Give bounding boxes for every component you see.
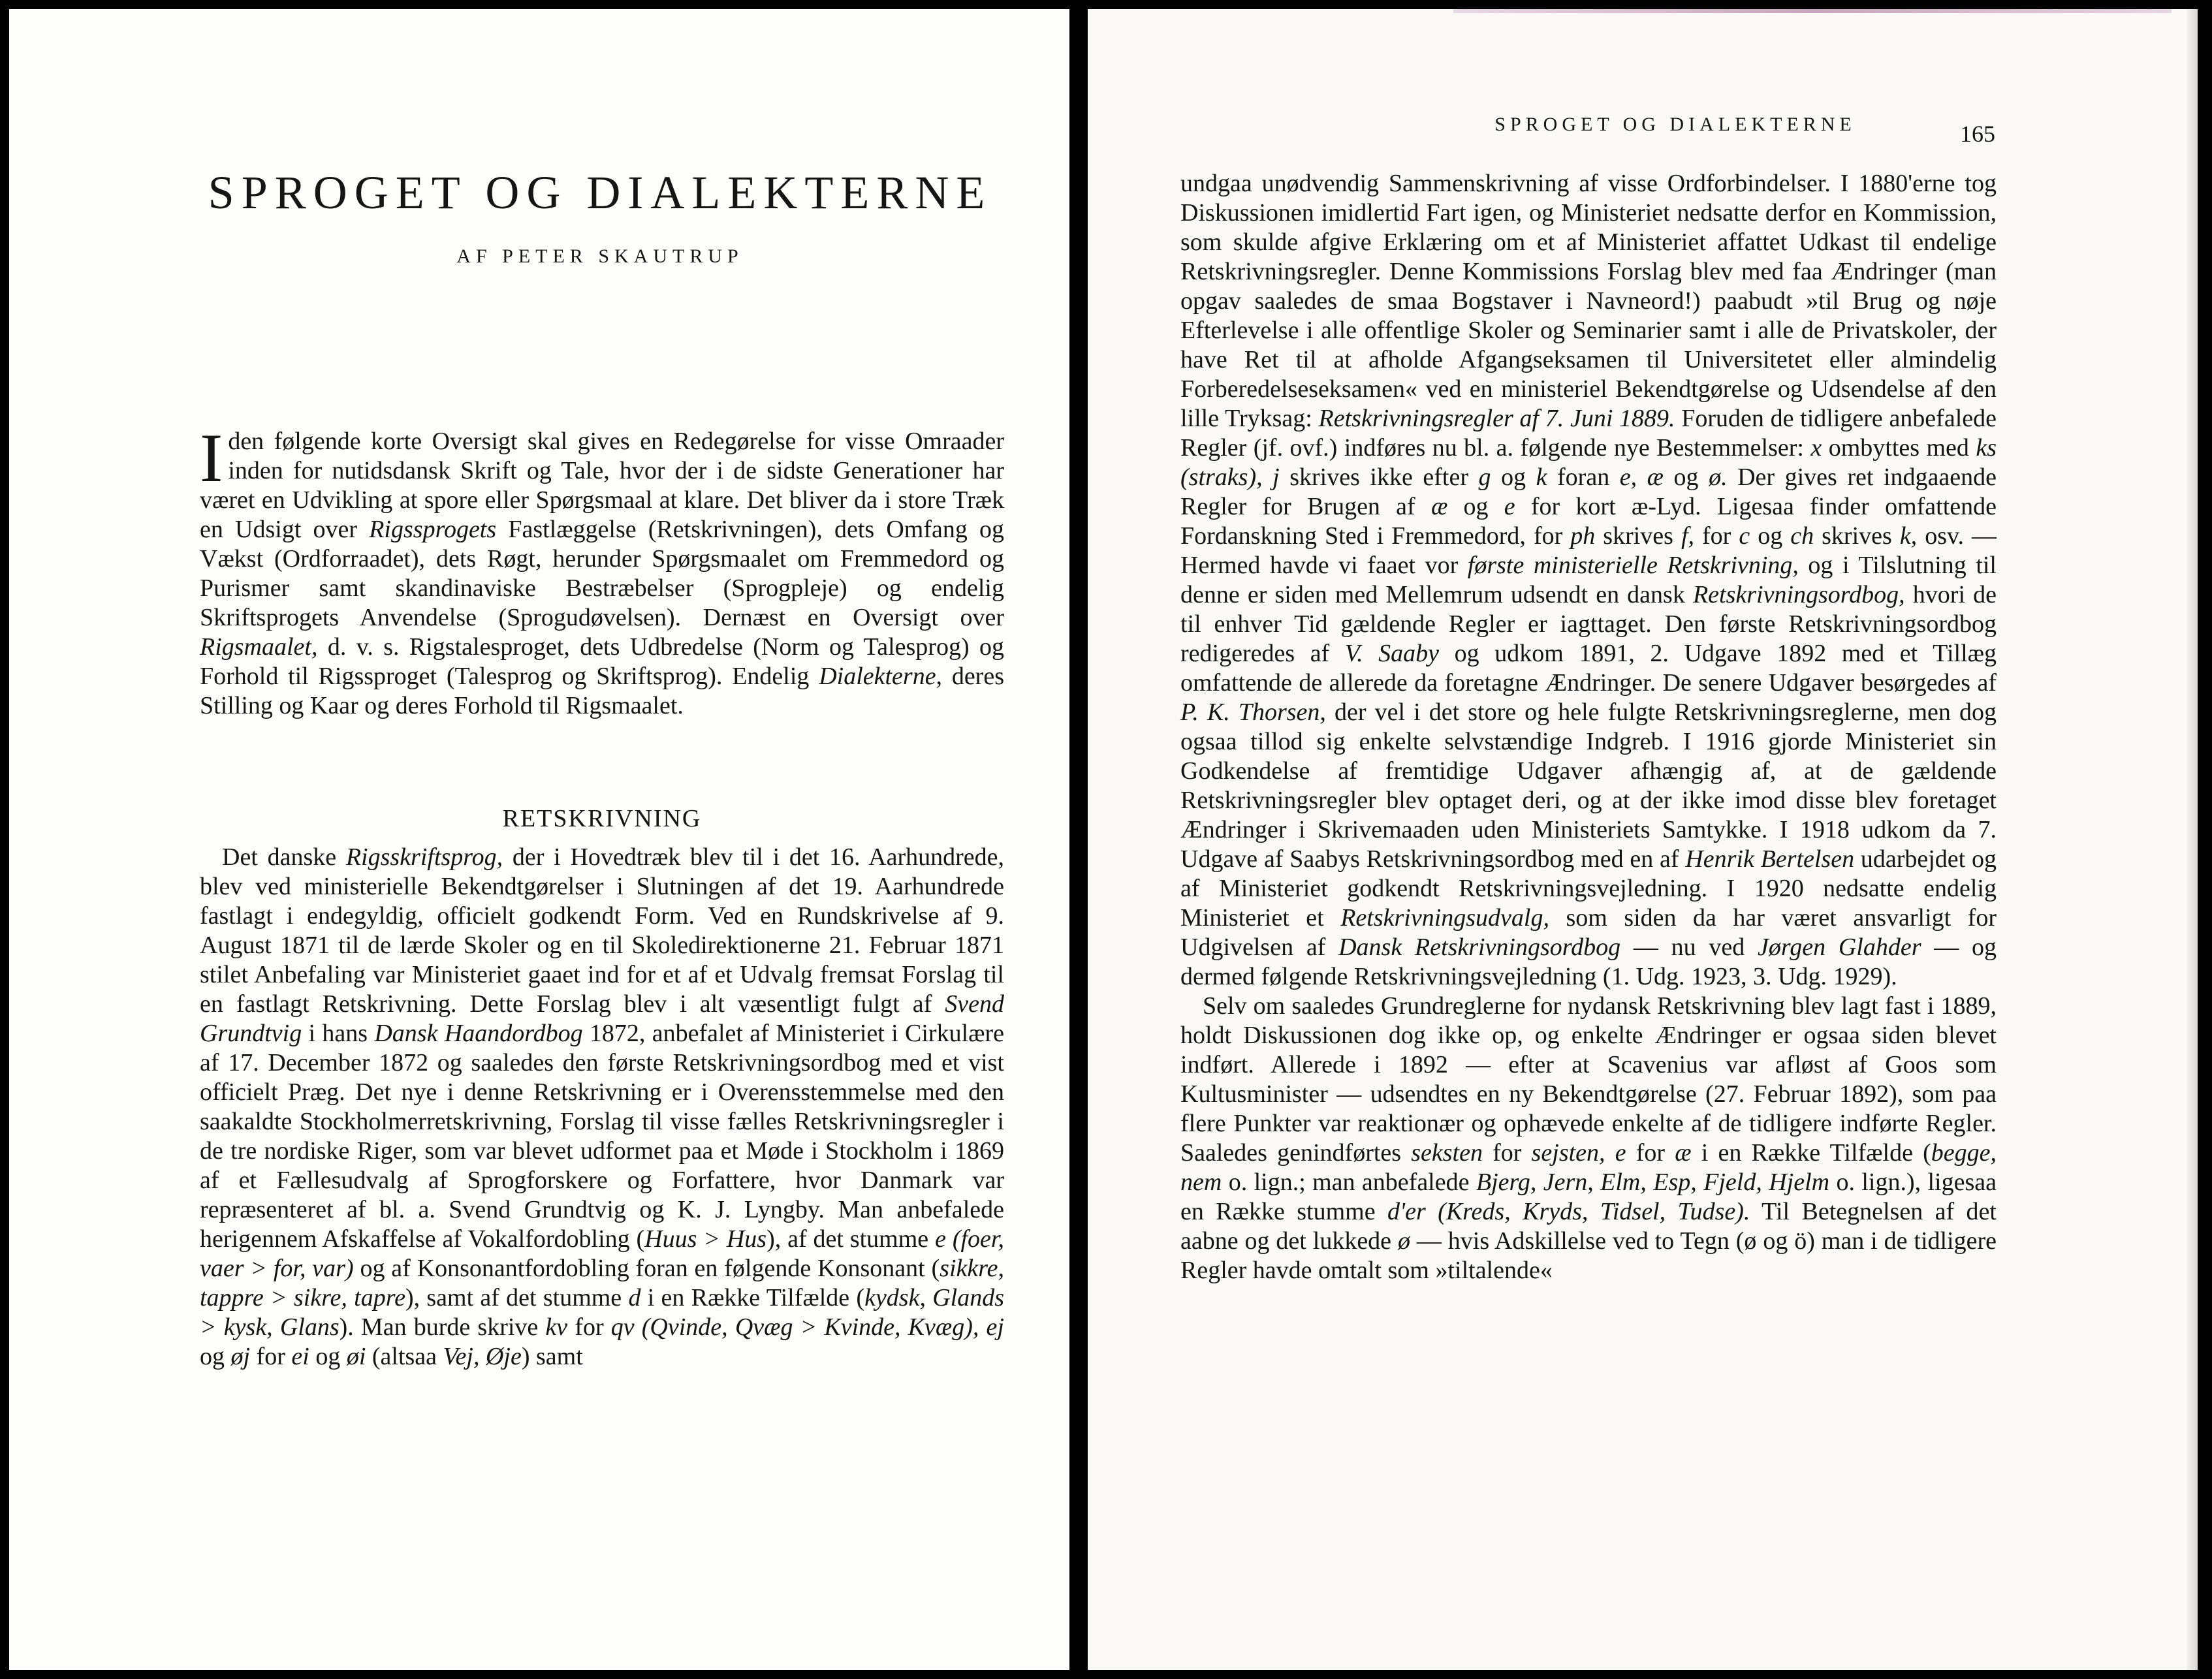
- text-run: Selv om saaledes Grundreglerne for nydansk Retskrivning blev lagt fast i 1889, holdt Diskussionen dog ikke op, og enkelte Ændringer er ogsaa siden blevet indført. Allerede i 1892 — efter at Scavenius var afløst af Goos som Kultusminister — udsendtes en ny Bekendtgørelse (27. Februar 1892), som paa flere Punkter var reaktionær og ophævede enkelte af de tidligere indførte Regler. Saaledes genindførtes: [1180, 992, 1997, 1167]
- text-run: som siden da har været ansvarligt for Udgivelsen af: [1180, 904, 1997, 961]
- italic-run: Jørgen Glahder: [1758, 934, 1921, 961]
- italic-run: Retskrivningsregler af 7. Juni 1889.: [1318, 405, 1675, 432]
- paragraph-2: [1180, 992, 1997, 1285]
- text-run: ombyttes med: [1822, 434, 1976, 462]
- italic-run: ei: [291, 1343, 309, 1370]
- italic-run: g: [1478, 463, 1491, 491]
- italic-run: Dansk Retskrivningsordbog: [1338, 934, 1621, 961]
- italic-run: sejsten, e: [1531, 1139, 1626, 1167]
- text-run: Det danske: [222, 843, 346, 871]
- text-run: og: [200, 1343, 231, 1370]
- italic-run: ks (straks), j: [1180, 434, 1997, 491]
- text-run: for kort æ-Lyd. Ligesaa finder omfattende Fordanskning Sted i Fremmedord, for: [1180, 493, 1997, 550]
- right-page: [1088, 9, 2198, 1670]
- text-run: for: [1694, 522, 1739, 550]
- italic-run: e (foer, vaer > for, var): [200, 1225, 1004, 1282]
- page-edge-mark: [1453, 9, 2172, 13]
- text-run: der vel i det store og hele fulgte Retskrivningsreglerne, men dog ogsaa tillod sig enkelte selvstændige Indgreb. I 1916 gjorde Ministeriet sin Godkendelse af fremtidige Udgaver afhængig af, at de gældende Retskrivningsregler blev optaget deri, og at der ikke imod disse blev foretaget Ændringer i Skrivemaaden uden Ministeriets Samtykke. I 1918 udkom da 7. Udgave af Saabys Retskrivningsordbog med en af: [1180, 698, 1997, 873]
- text-run: for: [1482, 1139, 1532, 1167]
- text-run: og: [309, 1343, 347, 1370]
- italic-run: c: [1739, 522, 1750, 550]
- italic-run: d'er (Kreds, Kryds, Tidsel, Tudse).: [1387, 1198, 1750, 1225]
- italic-run: Rigssprogets: [369, 516, 497, 543]
- italic-run: f,: [1681, 522, 1695, 550]
- italic-run: V. Saaby: [1344, 640, 1440, 667]
- italic-run: øi: [346, 1343, 366, 1370]
- text-run: og: [1750, 522, 1791, 550]
- italic-run: e: [1504, 493, 1515, 520]
- italic-run: Retskrivningsordbog,: [1692, 581, 1905, 608]
- text-run: skrives ikke efter: [1279, 463, 1479, 491]
- italic-run: k,: [1899, 522, 1918, 550]
- italic-run: d: [628, 1284, 641, 1311]
- italic-run: Bjerg, Jern, Elm, Esp, Fjeld, Hjelm: [1476, 1169, 1830, 1196]
- text-run: foran: [1547, 463, 1620, 491]
- right-page-body: [1180, 169, 1997, 1285]
- italic-run: qv (Qvinde, Qvæg > Kvinde, Kvæg), ej: [610, 1313, 1004, 1341]
- section-heading: RETSKRIVNING: [502, 805, 702, 832]
- italic-run: k: [1536, 463, 1547, 491]
- text-run: — hvis Adskillelse ved to Tegn (ø og ö) man i de tidligere Regler havde omtalt som »tiltalende«: [1180, 1227, 1997, 1284]
- italic-run: P. K. Thorsen,: [1180, 698, 1326, 726]
- text-run: ). Man burde skrive: [339, 1313, 546, 1341]
- italic-run: æ: [1430, 493, 1448, 520]
- text-run: i hans: [302, 1020, 375, 1047]
- page-number: 165: [1960, 121, 1995, 147]
- italic-run: x: [1810, 434, 1822, 462]
- text-run: ), samt af det stumme: [405, 1284, 629, 1311]
- paragraph-1: [1180, 169, 1997, 992]
- article-title: SPROGET OG DIALEKTERNE: [208, 166, 992, 219]
- italic-run: sikkre, tappre > sikre, tapre: [200, 1255, 1004, 1311]
- text-run: o. lign.; man anbefalede: [1222, 1169, 1476, 1196]
- italic-run: Vej, Øje: [443, 1343, 522, 1370]
- text-run: Fastlæggelse (Retskrivningen), dets Omfang og Vækst (Ordforraadet), dets Røgt, herunder Spørgsmaalet om Fremmedord og Purismer samt skandinaviske Bestræbelser (Sprogpleje) og endelig Skriftsprogets Anvendelse (Sprogudøvelsen). Dernæst en Oversigt over: [200, 516, 1005, 631]
- text-run: og i Tilslutning til denne er siden med Mellemrum udsendt en dansk: [1180, 552, 1997, 608]
- article-author: AF PETER SKAUTRUP: [456, 245, 744, 267]
- text-run: ), af det stumme: [766, 1225, 936, 1253]
- retskrivning-text: [200, 843, 1004, 1372]
- italic-run: Retskrivningsudvalg,: [1340, 904, 1549, 932]
- italic-run: kv: [545, 1313, 568, 1341]
- italic-run: Dansk Haandordbog: [374, 1020, 583, 1047]
- text-run: og udkom 1891, 2. Udgave 1892 med et Tillæg omfattende de allerede da foretagne Ændringer. De senere Udgaver besørgedes af: [1180, 640, 1997, 697]
- italic-run: ph: [1570, 522, 1596, 550]
- intro-text: [200, 420, 1005, 719]
- text-run: og af Konsonantfordobling foran en følgende Konsonant (: [353, 1255, 940, 1282]
- text-run: og: [1491, 463, 1536, 491]
- text-run: undgaa unødvendig Sammenskrivning af visse Ordforbindelser. I 1880'erne tog Diskussionen imidlertid Fart igen, og Ministeriet nedsatte derfor en Kommission, som skulde afgive Erklæring om et af Ministeriet affattet Udkast til endelige Retskrivningsregler. Denne Kommissions Forslag blev med faa Ændringer (man opgav saaledes de smaa Bogstaver i Navneord!) paabudt »til Brug og nøje Efterlevelse i alle offentlige Skoler og Seminarier samt i alle de Privatskoler, der have Ret til at afholde Afgangseksamen til Universitetet eller almindelig Forberedelseseksamen« ved en ministeriel Bekendtgørelse og Udsendelse af den lille Tryksag:: [1180, 170, 1997, 432]
- text-run: o. lign.), ligesaa en Række stumme: [1180, 1169, 1997, 1225]
- italic-run: øj: [230, 1343, 251, 1370]
- italic-run: begge, nem: [1180, 1139, 1997, 1196]
- italic-run: Rigsskriftsprog,: [345, 843, 503, 871]
- text-run: ) samt: [521, 1343, 583, 1370]
- italic-run: ø: [1397, 1227, 1410, 1255]
- text-run: for: [1626, 1139, 1675, 1167]
- italic-run: Dialekterne,: [819, 663, 943, 690]
- italic-run: e, æ: [1619, 463, 1664, 491]
- italic-run: seksten: [1411, 1139, 1483, 1167]
- left-page: [9, 9, 1069, 1670]
- text-run: hvori de til enhver Tid gældende Regler er iagttaget. Den første Retskrivningsordbog redigeredes af: [1180, 581, 1997, 667]
- text-run: udarbejdet og af Ministeriet godkendt Retskrivningsvejledning. I 1920 nedsatte endelig Ministeriet et: [1180, 845, 1997, 932]
- italic-run: æ: [1675, 1139, 1692, 1167]
- text-run: og: [1663, 463, 1709, 491]
- intro-paragraph: [200, 420, 1005, 721]
- text-run: Foruden de tidligere anbefalede Regler (jf. ovf.) indføres nu bl. a. følgende nye Bestemmelser:: [1180, 405, 1997, 462]
- drop-cap: I: [200, 420, 223, 496]
- text-run: Til Betegnelsen af det aabne og det lukkede: [1180, 1198, 1997, 1255]
- italic-run: første ministerielle Retskrivning,: [1467, 552, 1799, 579]
- running-head: SPROGET OG DIALEKTERNE: [1494, 114, 1856, 135]
- text-run: skrives: [1595, 522, 1681, 550]
- text-run: Der gives ret indgaaende Regler for Brugen af: [1180, 463, 1997, 520]
- text-run: i en Række Tilfælde (: [640, 1284, 865, 1311]
- text-run: deres Stilling og Kaar og deres Forhold til Rigsmaalet.: [200, 663, 1004, 719]
- italic-run: ø.: [1709, 463, 1728, 491]
- text-run: d. v. s. Rigstalesproget, dets Udbredelse (Norm og Talesprog) og Forhold til Rigssproget (Talesprog og Skriftsprog). Endelig: [200, 633, 1004, 690]
- text-run: 1872, anbefalet af Ministeriet i Cirkulære af 17. December 1872 og saaledes den første Retskrivningsordbog med et vist officielt Præg. Det nye i denne Retskrivning er i Overensstemmelse med den saakaldte Stockholmerretskrivning, Forslag til visse fælles Retskrivningsregler i de tre nordiske Riger, som var blevet udformet paa et Møde i Stockholm i 1869 af et Fællesudvalg af Sprogforskere og Forfattere, hvor Danmark var repræsenteret af bl. a. Svend Grundtvig og K. J. Lyngby. Man anbefalede herigennem Afskaffelse af Vokalfordobling (: [200, 1020, 1004, 1253]
- text-run: for: [567, 1313, 611, 1341]
- italic-run: Henrik Bertelsen: [1685, 845, 1855, 873]
- italic-run: Svend Grundtvig: [200, 990, 1004, 1047]
- text-run: den følgende korte Oversigt skal gives en Redegørelse for visse Omraader inden for nutidsdansk Skrift og Tale, hvor der i de sidste Generationer har været en Udvikling at spore eller Spørgsmaal at klare. Det bliver da i store Træk en Udsigt over: [200, 428, 1004, 543]
- italic-run: ch: [1790, 522, 1814, 550]
- text-run: (altsaa: [366, 1343, 443, 1370]
- italic-run: kydsk, Glands > kysk, Glans: [200, 1284, 1005, 1341]
- text-run: osv. — Hermed havde vi faaet vor: [1180, 522, 1997, 579]
- text-run: skrives: [1814, 522, 1900, 550]
- page-edge: [2187, 9, 2198, 1670]
- text-run: — og dermed følgende Retskrivningsvejledning (1. Udg. 1923, 3. Udg. 1929).: [1180, 934, 1997, 990]
- retskrivning-paragraph: [200, 843, 1004, 1372]
- text-run: — nu ved: [1620, 934, 1758, 961]
- text-run: og: [1447, 493, 1504, 520]
- text-run: i en Række Tilfælde (: [1691, 1139, 1931, 1167]
- italic-run: Rigsmaalet,: [200, 633, 318, 661]
- text-run: for: [250, 1343, 292, 1370]
- italic-run: Huus > Hus: [644, 1225, 767, 1253]
- text-run: der i Hovedtræk blev til i det 16. Aarhundrede, blev ved ministerielle Bekendtgørelser i Slutningen af det 19. Aarhundrede fastlagt i endegyldig, officielt godkendt Form. Ved en Rundskrivelse af 9. August 1871 til de lærde Skoler og en til Skoledirektionerne 21. Februar 1871 stilet Anbefaling var Ministeriet gaaet ind for et af et Udvalg fremsat Forslag til en fastlagt Retskrivning. Dette Forslag blev i alt væsentligt fulgt af: [200, 843, 1004, 1018]
